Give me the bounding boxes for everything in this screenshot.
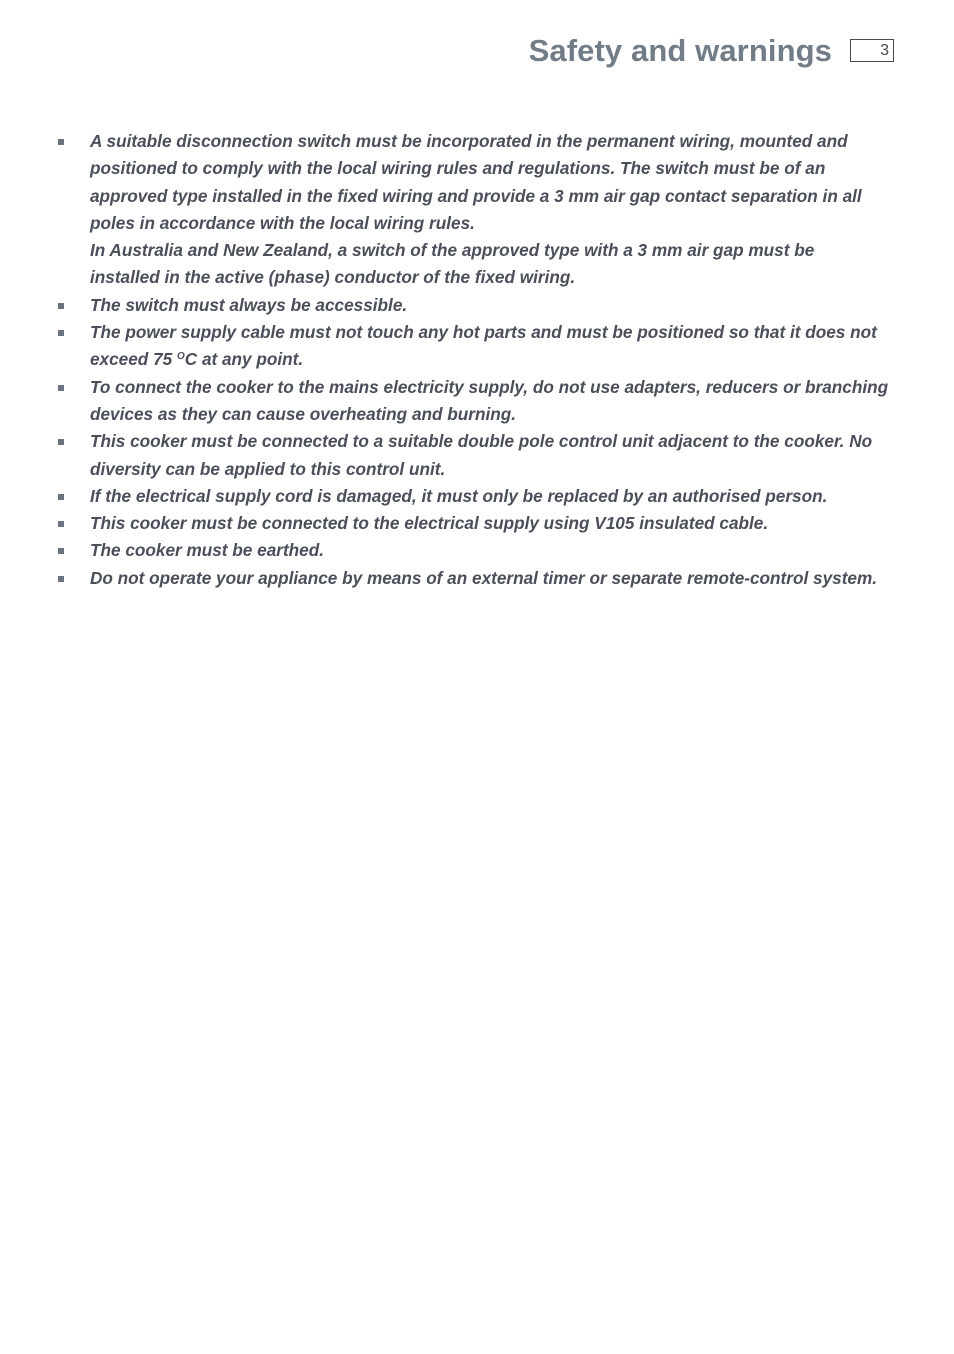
item-text-line: A suitable disconnection switch must be incorporated in the permanent wiring, mounted and <box>90 131 848 151</box>
list-item <box>56 483 906 510</box>
bullet-icon <box>58 576 64 582</box>
bullet-icon <box>58 494 64 500</box>
list-item <box>56 128 906 292</box>
item-text-line: In Australia and New Zealand, a switch of the approved type with a 3 mm air gap must be <box>90 240 815 261</box>
item-text-line: Do not operate your appliance by means of an external timer or separate remote-control system. <box>90 567 878 588</box>
bullet-icon <box>58 330 64 336</box>
item-text-line: The power supply cable must not touch any hot parts and must be positioned so that it does not <box>90 322 877 343</box>
item-text: exceed 75 <box>90 349 177 370</box>
item-text-line <box>90 346 906 373</box>
page-title: Safety and warnings <box>528 33 832 68</box>
item-text-line: diversity can be applied to this control unit. <box>90 458 446 479</box>
item-text-line: devices as they can cause overheating and burning. <box>90 403 517 424</box>
item-text-line: To connect the cooker to the mains electricity supply, do not use adapters, reducers or branching <box>90 376 889 397</box>
bullet-icon <box>58 548 64 554</box>
bullet-icon <box>58 521 64 527</box>
item-text-line: The cooker must be earthed. <box>90 540 325 561</box>
list-item <box>56 292 906 319</box>
bullet-icon <box>58 385 64 391</box>
list-item <box>56 428 906 483</box>
item-text-line: positioned to comply with the local wiring rules and regulations. The switch must be of an <box>90 158 826 179</box>
item-text-line: If the electrical supply cord is damaged, it must only be replaced by an authorised person. <box>90 485 828 506</box>
list-item <box>56 374 906 429</box>
list-item <box>56 565 906 592</box>
item-text-line: approved type installed in the fixed wiring and provide a 3 mm air gap contact separation in all <box>90 185 862 206</box>
item-text-line: installed in the active (phase) conductor of the fixed wiring. <box>90 267 576 288</box>
item-text-line: The switch must always be accessible. <box>90 294 408 315</box>
list-item <box>56 537 906 564</box>
warnings-list <box>56 128 906 592</box>
page-number: 3 <box>850 39 894 62</box>
bullet-icon <box>58 139 64 145</box>
bullet-icon <box>58 439 64 445</box>
degree-mark: O <box>176 351 185 363</box>
bullet-icon <box>58 303 64 309</box>
item-text-line: poles in accordance with the local wiring rules. <box>90 212 475 233</box>
list-item <box>56 510 906 537</box>
list-item <box>56 319 906 374</box>
item-text: C at any point. <box>184 349 304 370</box>
item-text-line: This cooker must be connected to the electrical supply using V105 insulated cable. <box>90 513 769 534</box>
item-text-line: This cooker must be connected to a suitable double pole control unit adjacent to the cooker. No <box>90 431 873 452</box>
